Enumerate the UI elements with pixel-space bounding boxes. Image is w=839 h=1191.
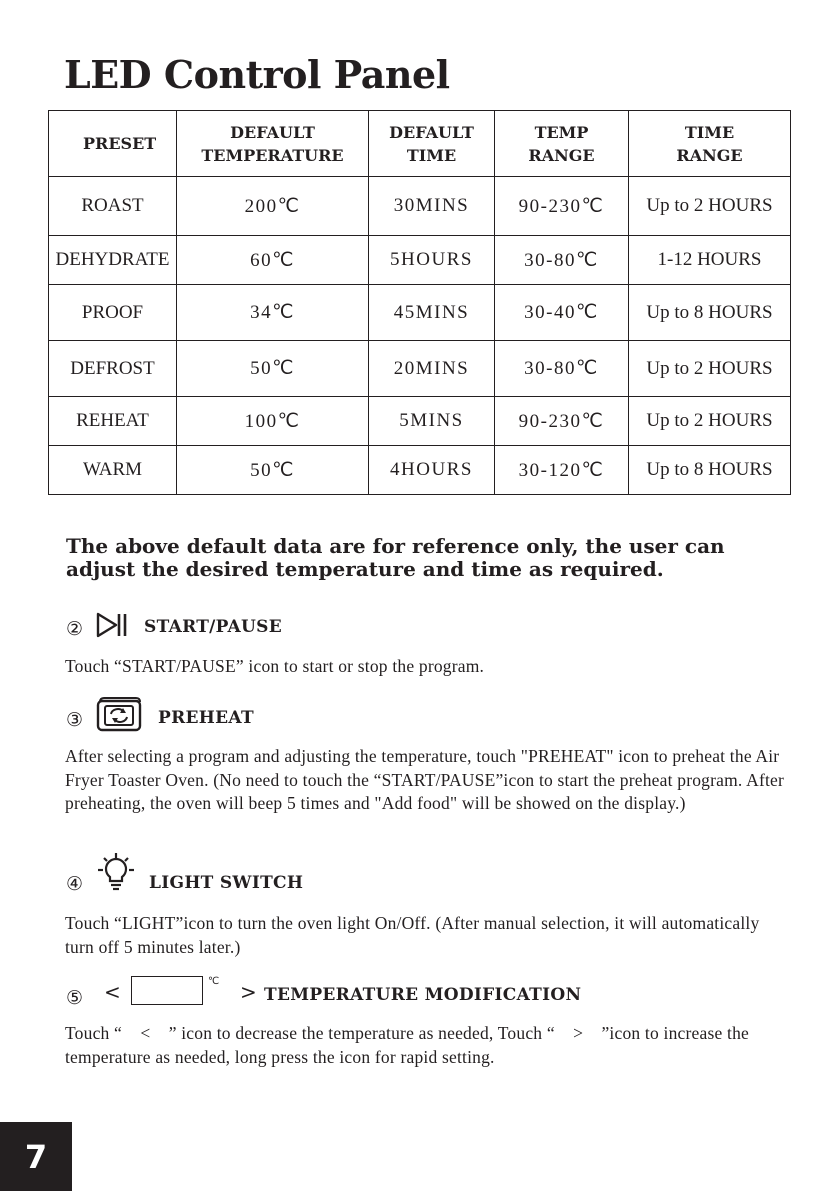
section-number: ⑤ (66, 987, 84, 1009)
preset-name: ROAST (49, 177, 177, 236)
table-row (49, 177, 791, 236)
time-range: Up to 2 HOURS (629, 341, 791, 397)
header-preset: PRESET (49, 111, 177, 177)
preset-name: DEFROST (49, 341, 177, 397)
table-row (49, 397, 791, 446)
table-row (49, 236, 791, 285)
reference-note: The above default data are for reference only, the user can adjust the desired temperature and time as required. (66, 534, 725, 581)
header-default-time: DEFAULT TIME (369, 111, 495, 177)
light-bulb-icon (96, 851, 136, 893)
chevron-left-icon: < (104, 980, 121, 1004)
preset-name: PROOF (49, 285, 177, 341)
temp-range: 90-230℃ (495, 177, 629, 236)
preheat-title: PREHEAT (158, 708, 254, 728)
page-number: 7 (0, 1122, 72, 1191)
preset-table (48, 110, 791, 495)
time-range: Up to 2 HOURS (629, 397, 791, 446)
temperature-modification-description: Touch “ < ” icon to decrease the temperature as needed, Touch “ > ”icon to increase the temperature as needed, long press the icon for rapid setting. (65, 1023, 754, 1067)
table-row (49, 446, 791, 495)
start-pause-description: Touch “START/PAUSE” icon to start or stop the program. (65, 656, 485, 676)
preset-name: REHEAT (49, 397, 177, 446)
default-temperature: 34℃ (177, 285, 369, 341)
temp-range: 30-120℃ (495, 446, 629, 495)
section-number: ② (66, 618, 84, 640)
preheat-description: After selecting a program and adjusting the temperature, touch "PREHEAT" icon to preheat the Air Fryer Toaster Oven. (No need to touch the “START/PAUSE”icon to start the preheat program. After preheating, the oven will beep 5 times and "Add food" will be showed on the display.) (65, 746, 785, 813)
default-temperature: 100℃ (177, 397, 369, 446)
header-time-range: TIME RANGE (629, 111, 791, 177)
time-range: Up to 2 HOURS (629, 177, 791, 236)
start-pause-title: START/PAUSE (144, 617, 282, 637)
default-time: 45MINS (369, 285, 495, 341)
default-time: 30MINS (369, 177, 495, 236)
page-title: LED Control Panel (64, 52, 450, 97)
temp-range: 90-230℃ (495, 397, 629, 446)
default-temperature: 200℃ (177, 177, 369, 236)
temp-range: 30-80℃ (495, 236, 629, 285)
light-switch-description: Touch “LIGHT”icon to turn the oven light On/Off. (After manual selection, it will automatically turn off 5 minutes later.) (65, 913, 760, 957)
section-number: ④ (66, 873, 84, 895)
default-time: 4HOURS (369, 446, 495, 495)
default-time: 5HOURS (369, 236, 495, 285)
table-row (49, 285, 791, 341)
preheat-icon (96, 696, 142, 732)
chevron-right-icon: > (240, 980, 257, 1004)
table-header-row (49, 111, 791, 177)
table-row (49, 341, 791, 397)
preset-name: DEHYDRATE (49, 236, 177, 285)
header-default-temperature: DEFAULT TEMPERATURE (177, 111, 369, 177)
play-pause-icon (96, 611, 130, 639)
temperature-modification-title: TEMPERATURE MODIFICATION (264, 985, 582, 1005)
preset-name: WARM (49, 446, 177, 495)
default-temperature: 50℃ (177, 341, 369, 397)
temp-range: 30-40℃ (495, 285, 629, 341)
section-number: ③ (66, 709, 84, 731)
degree-celsius-symbol: ℃ (208, 976, 220, 987)
temp-range: 30-80℃ (495, 341, 629, 397)
time-range: Up to 8 HOURS (629, 446, 791, 495)
time-range: Up to 8 HOURS (629, 285, 791, 341)
time-range: 1-12 HOURS (629, 236, 791, 285)
default-temperature: 60℃ (177, 236, 369, 285)
default-time: 5MINS (369, 397, 495, 446)
header-temp-range: TEMP RANGE (495, 111, 629, 177)
light-switch-title: LIGHT SWITCH (149, 873, 304, 893)
default-time: 20MINS (369, 341, 495, 397)
temperature-display-box (131, 976, 203, 1005)
default-temperature: 50℃ (177, 446, 369, 495)
